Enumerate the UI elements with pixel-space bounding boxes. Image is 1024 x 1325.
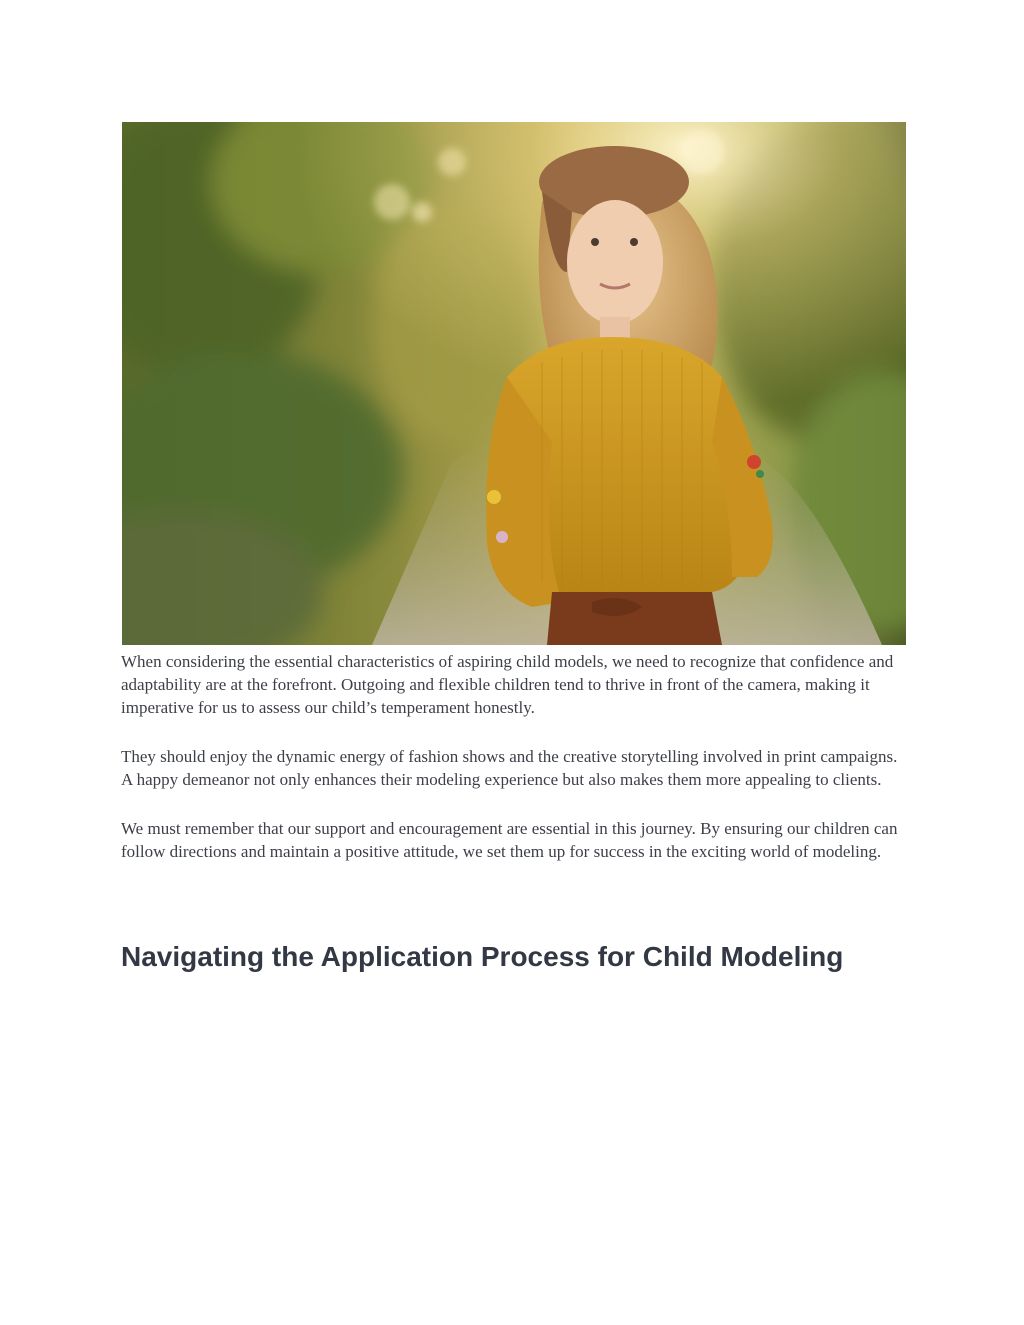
child-photo-icon (122, 122, 906, 645)
article-photo (122, 122, 906, 645)
paragraph: We must remember that our support and encouragement are essential in this journey. By ensuring our children can follow directions and maintain a positive attitude, we set them up for success in the exciting world of modeling. (121, 819, 898, 861)
section-heading: Navigating the Application Process for Child Modeling (121, 941, 844, 972)
article-body (121, 650, 911, 972)
paragraph: When considering the essential characteristics of aspiring child models, we need to recognize that confidence and adaptability are at the forefront. Outgoing and flexible children tend to thrive in front of the camera, making it imperative for us to assess our child’s temperament honestly. (121, 652, 894, 717)
paragraph: They should enjoy the dynamic energy of fashion shows and the creative storytelling involved in print campaigns. A happy demeanor not only enhances their modeling experience but also makes them more appealing to clients. (121, 747, 898, 789)
